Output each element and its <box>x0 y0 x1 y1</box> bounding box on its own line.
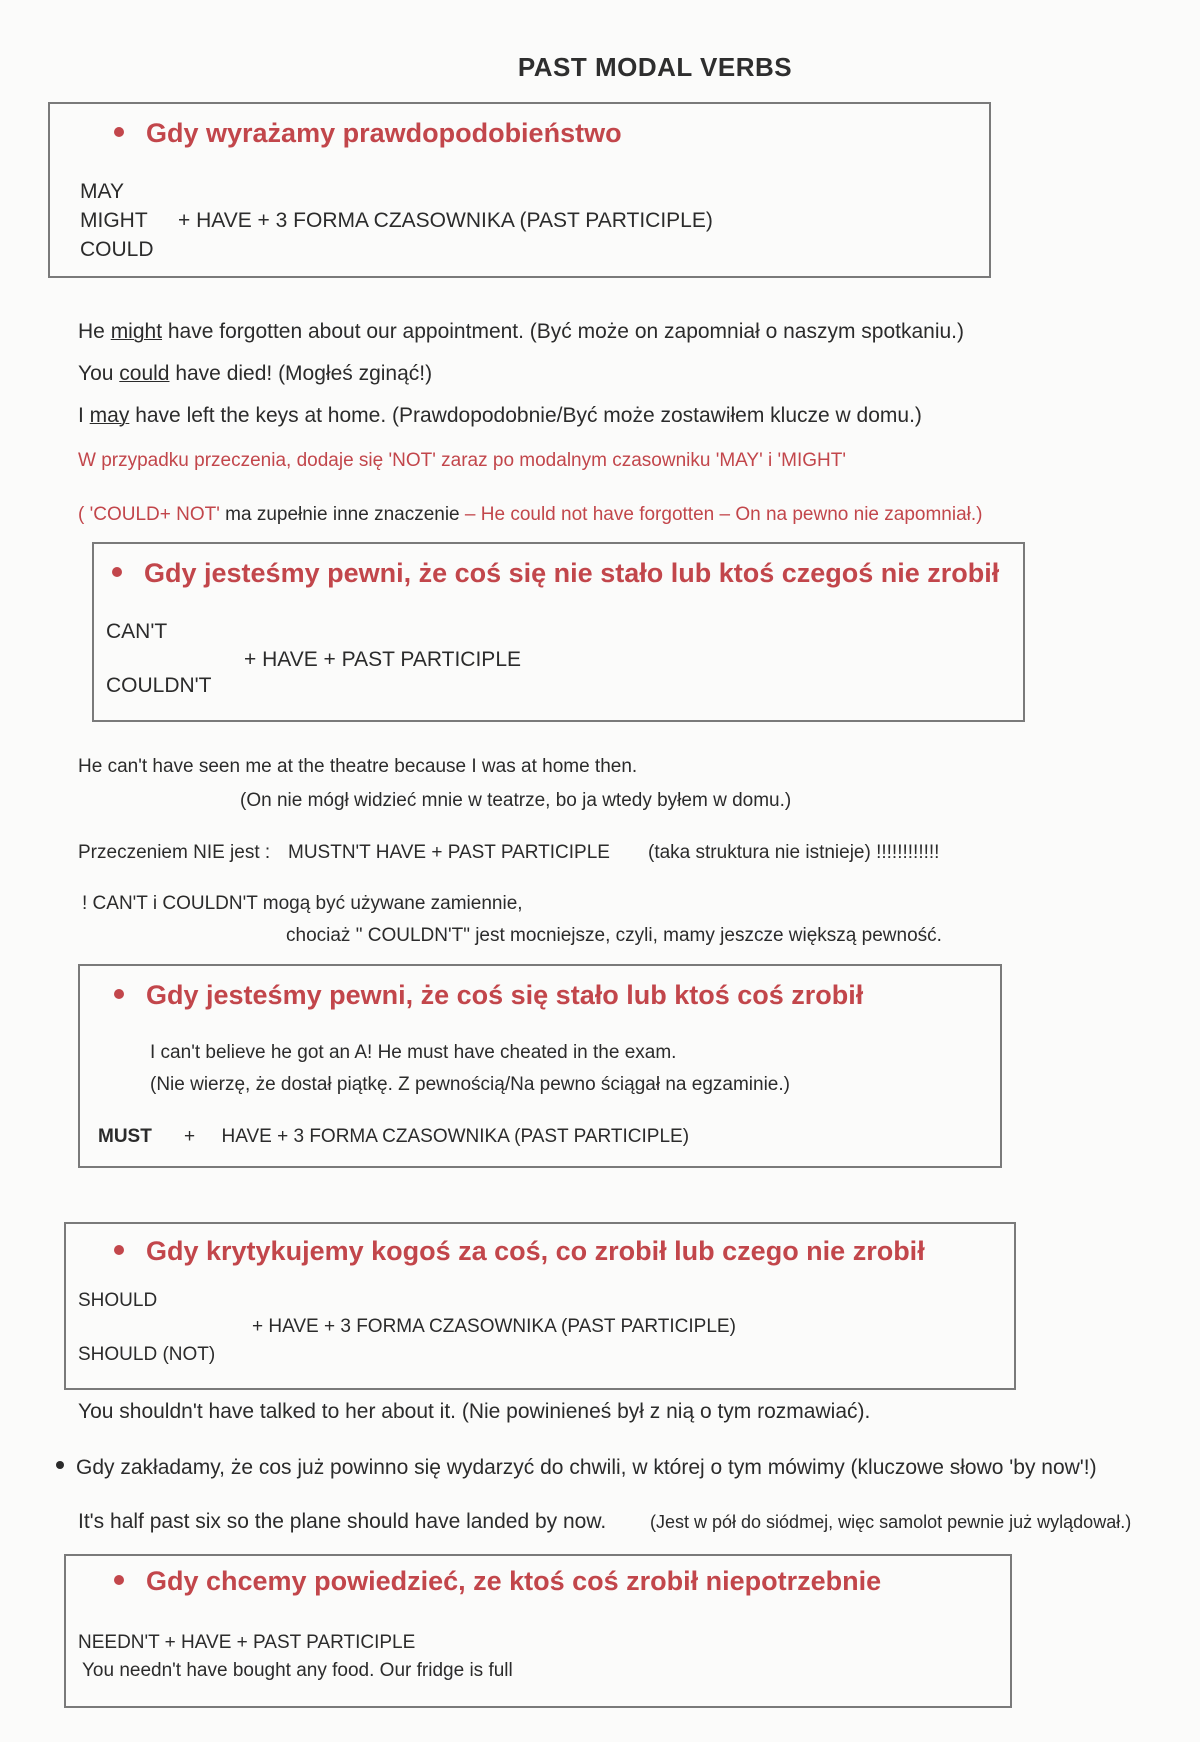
interchangeable-note-2: chociaż " COULDN'T" jest mocniejsze, czyli, mamy jeszcze większą pewność. <box>286 925 942 946</box>
bullet-icon <box>56 1461 64 1469</box>
modal-cant: CAN'T <box>106 620 168 643</box>
example-should-by-now: It's half past six so the plane should have landed by now. <box>78 1510 607 1533</box>
section-unnecessary-box <box>64 1554 1012 1708</box>
negation-formula: MUSTN'T HAVE + PAST PARTICIPLE <box>288 842 610 863</box>
example-shouldnt: You shouldn't have talked to her about it. (Nie powinieneś był z nią o tym rozmawiać). <box>78 1400 871 1423</box>
example-may: I may have left the keys at home. (Prawdopodobnie/Być może zostawiłem klucze w domu.) <box>78 404 922 427</box>
modal-could: COULD <box>80 238 154 261</box>
modal-might: MIGHT <box>80 209 148 232</box>
negation-label: Przeczeniem NIE jest : <box>78 842 271 863</box>
section-criticism-heading: Gdy krytykujemy kogoś za coś, co zrobił lub czego nie zrobił <box>114 1236 925 1267</box>
modal-should: SHOULD <box>78 1290 158 1311</box>
formula-probability: + HAVE + 3 FORMA CZASOWNIKA (PAST PARTICIPLE) <box>178 209 713 232</box>
bullet-icon <box>114 1575 124 1585</box>
section-unnecessary-heading: Gdy chcemy powiedzieć, ze ktoś coś zrobił niepotrzebnie <box>114 1566 881 1597</box>
example-must: I can't believe he got an A! He must have cheated in the exam. <box>150 1042 677 1063</box>
section-certain-not-box <box>92 542 1025 722</box>
example-cant: He can't have seen me at the theatre because I was at home then. <box>78 756 638 777</box>
example-neednt: You needn't have bought any food. Our fridge is full <box>82 1660 513 1681</box>
negation-warning: (taka struktura nie istnieje) !!!!!!!!!!!! <box>648 842 940 863</box>
bullet-icon <box>114 127 124 137</box>
bullet-icon <box>114 989 124 999</box>
bullet-icon <box>114 1245 124 1255</box>
modal-must: MUST <box>98 1126 152 1147</box>
interchangeable-note: ! CAN'T i COULDN'T mogą być używane zamiennie, <box>82 893 523 914</box>
bullet-icon <box>112 567 122 577</box>
formula-neednt: NEEDN'T + HAVE + PAST PARTICIPLE <box>78 1632 416 1653</box>
formula-should: + HAVE + 3 FORMA CZASOWNIKA (PAST PARTICIPLE) <box>252 1316 736 1337</box>
example-should-by-now-translation: (Jest w pół do siódmej, więc samolot pewnie już wylądował.) <box>650 1512 1132 1532</box>
page-title: PAST MODAL VERBS <box>517 52 793 82</box>
by-now-note: Gdy zakładamy, że cos już powinno się wydarzyć do chwili, w której o tym mówimy (kluczowe słowo 'by now'!) <box>56 1456 1097 1480</box>
section-probability-box <box>48 102 991 278</box>
modal-may: MAY <box>80 180 124 203</box>
section-certain-box <box>78 964 1002 1168</box>
modal-couldnt: COULDN'T <box>106 674 212 697</box>
example-might: He might have forgotten about our appointment. (Być może on zapomniał o naszym spotkaniu.) <box>78 320 964 343</box>
formula-must: + HAVE + 3 FORMA CZASOWNIKA (PAST PARTICIPLE) <box>184 1126 690 1147</box>
section-probability-heading: Gdy wyrażamy prawdopodobieństwo <box>114 118 622 149</box>
section-certain-heading: Gdy jesteśmy pewni, że coś się stało lub ktoś coś zrobił <box>114 980 863 1011</box>
example-cant-translation: (On nie mógł widzieć mnie w teatrze, bo ja wtedy byłem w domu.) <box>240 790 792 811</box>
example-could: You could have died! (Mogłeś zginąć!) <box>78 362 433 385</box>
negation-note: W przypadku przeczenia, dodaje się 'NOT' zaraz po modalnym czasowniku 'MAY' i 'MIGHT' <box>78 450 846 471</box>
formula-cant: + HAVE + PAST PARTICIPLE <box>244 648 521 671</box>
section-certain-not-heading: Gdy jesteśmy pewni, że coś się nie stało lub ktoś czegoś nie zrobił <box>112 558 999 589</box>
modal-should-not: SHOULD (NOT) <box>78 1344 216 1365</box>
section-criticism-box <box>64 1222 1016 1390</box>
example-must-translation: (Nie wierzę, że dostał piątkę. Z pewnością/Na pewno ściągał na egzaminie.) <box>150 1074 790 1095</box>
could-not-note: ( 'COULD+ NOT' ma zupełnie inne znaczenie – He could not have forgotten – On na pewno nie zapomniał.) <box>78 504 983 525</box>
